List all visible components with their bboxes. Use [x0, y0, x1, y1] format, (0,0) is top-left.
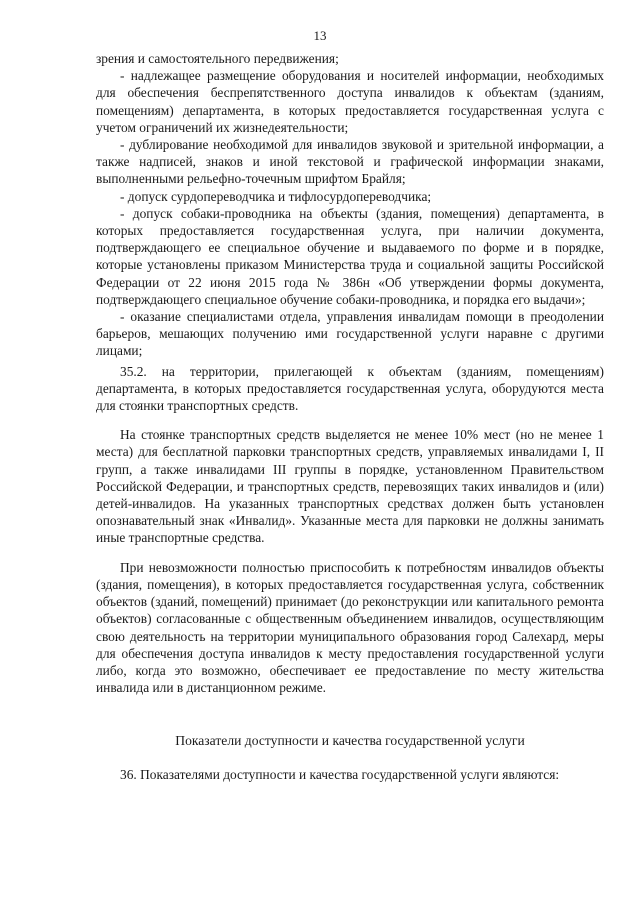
paragraph-parking: На стоянке транспортных средств выделяется не менее 10% мест (но не менее 1 места) для бесплатной парковки транспортных средств, управляемых инвалидами I, II групп, а также инвалидами III группы в порядке, установленном Правительством Российской Федерации, и транспортных средств, перевозящих таких инвалидов и (или) детей-инвалидов. На указанных транспортных средствах должен быть установлен опознавательный знак «Инвалид». Указанные места для парковки не должны занимать иные транспортные средства. [96, 427, 604, 546]
paragraph-guide-dog: - допуск собаки-проводника на объекты (здания, помещения) департамента, в которых предоставляется государственная услуга, при наличии документа, подтверждающего ее специальное обучение и выдаваемого по форме и в порядке, которые установлены приказом Министерства труда и социальной защиты Российской Федерации от 22 июня 2015 года № 386н «Об утверждении формы документа, подтверждающего специальное обучение собаки-проводника, и порядка его выдачи»; [96, 205, 604, 307]
paragraph-continuation: зрения и самостоятельного передвижения; [96, 51, 339, 66]
paragraph-equipment-placement: - надлежащее размещение оборудования и носителей информации, необходимых для обеспечения беспрепятственного доступа инвалидов к объектам (зданиям, помещениям) департамента, в которых предоставляется государственная услуга с учетом ограничений их жизнедеятельности; [96, 68, 604, 135]
paragraph-sign-interpreter: - допуск сурдопереводчика и тифлосурдопереводчика; [120, 188, 432, 204]
page-number: 13 [313, 28, 327, 43]
paragraph-staff-assistance: - оказание специалистами отдела, управления инвалидам помощи в преодолении барьеров, мешающих получению ими государственной услуги наравне с другими лицами; [96, 309, 604, 359]
document-body [96, 50, 604, 783]
paragraph-36: 36. Показателями доступности и качества государственной услуги являются: [120, 766, 560, 782]
section-heading: Показатели доступности и качества государственной услуги [175, 733, 525, 749]
paragraph-adaptation: При невозможности полностью приспособить к потребностям инвалидов объекты (здания, помещения), в которых предоставляется государственная услуга, собственник объектов (зданий, помещений) принимает (до реконструкции или капитального ремонта объектов) согласованные с общественным объединением инвалидов, осуществляющим свою деятельность на территории муниципального образования город Салехард, меры для обеспечения доступа инвалидов к месту предоставления государственной услуги либо, когда это возможно, обеспечивает ее предоставление по месту жительства инвалида или в дистанционном режиме. [96, 559, 604, 696]
paragraph-35-2: 35.2. на территории, прилегающей к объектам (зданиям, помещениям) департамента, в которых предоставляется государственная услуга, оборудуются места для стоянки транспортных средств. [96, 363, 604, 414]
paragraph-braille-duplication: - дублирование необходимой для инвалидов звуковой и зрительной информации, а также надписей, знаков и иной текстовой и графической информации знаками, выполненными рельефно-точечным шрифтом Брайля; [96, 137, 604, 187]
